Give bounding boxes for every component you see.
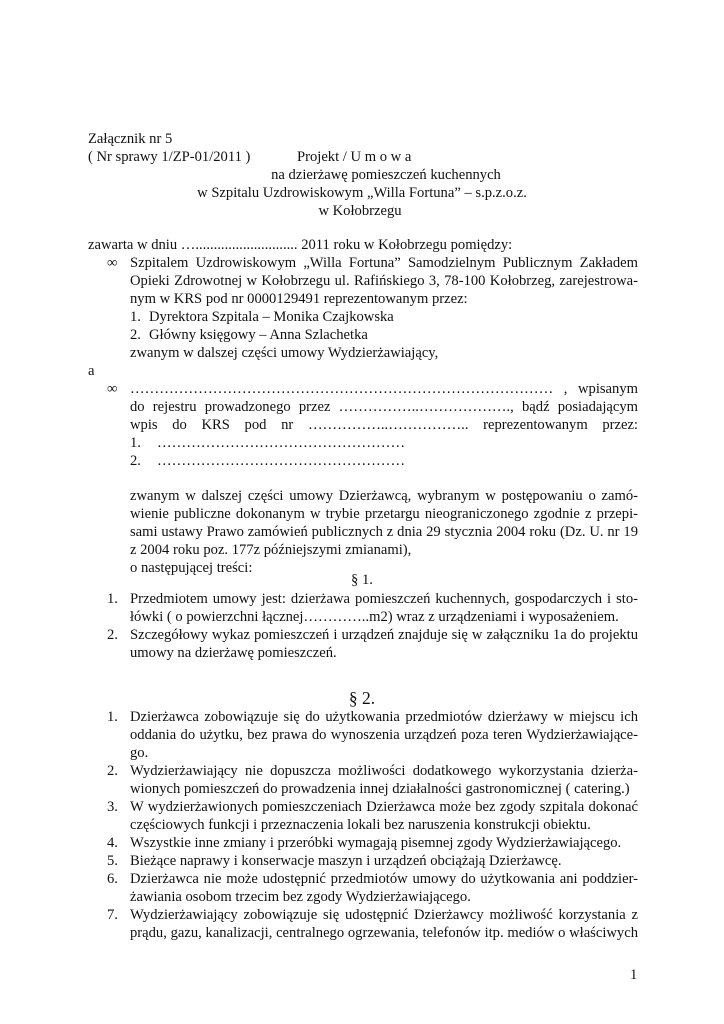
list-item-line: Wydzierżawiający zobowiązuje się udostępnić Dzierżawcy możliwość korzystania z bbox=[130, 907, 638, 923]
party2-named-line: sami ustawy Prawo zamówień publicznych z dnia 29 stycznia 2004 roku (Dz. U. nr 19 bbox=[130, 524, 638, 540]
party1-line: Opieki Zdrowotnej w Kołobrzegu ul. Rafińskiego 3, 78-100 Kołobrzeg, zarejestrowa- bbox=[130, 273, 638, 289]
document-subtitle-3: w Kołobrzegu bbox=[318, 203, 402, 219]
party2-line: wpis do KRS pod nr ……………..…………….. reprezentowanym przez: bbox=[130, 417, 638, 433]
list-item-line: Dzierżawca zobowiązuje się do użytkowania przedmiotów dzierżawy w miejscu ich bbox=[130, 709, 638, 725]
list-item-line: Szczegółowy wykaz pomieszczeń i urządzeń znajduje się w załączniku 1a do projektu bbox=[130, 627, 638, 643]
list-item-num: 6. bbox=[107, 871, 118, 887]
party2-rep-text: …………………………………………… bbox=[157, 435, 406, 451]
case-reference: ( Nr sprawy 1/ZP-01/2011 ) bbox=[88, 149, 251, 165]
party2-rep-text: …………………………………………… bbox=[157, 453, 406, 469]
party2-rep-num: 1. bbox=[130, 435, 141, 451]
and-conjunction: a bbox=[88, 363, 95, 379]
list-item-num: 5. bbox=[107, 853, 118, 869]
bullet-symbol: ∞ bbox=[107, 255, 118, 271]
list-item-num: 2. bbox=[107, 627, 118, 643]
list-item-line: umowy na dzierżawę pomieszczeń. bbox=[130, 645, 337, 661]
list-item-line: go. bbox=[130, 745, 149, 761]
list-item-num: 2. bbox=[107, 763, 118, 779]
list-item-line: wionych pomieszczeń do prowadzenia innej działalności gastronomicznej ( catering.) bbox=[130, 781, 630, 797]
document-title: Projekt / U m o w a bbox=[297, 149, 412, 165]
list-item-line: łówki ( o powierzchni łącznej…………..m2) wraz z urządzeniami i wyposażeniem. bbox=[130, 609, 619, 625]
party2-line: do rejestru prowadzonego przez ……………..………………., bądź posiadającym bbox=[130, 399, 638, 415]
party1-named: zwanym w dalszej części umowy Wydzierżawiający, bbox=[130, 345, 439, 361]
party2-named-line: z 2004 roku poz. 177z późniejszymi zmianami), bbox=[130, 542, 412, 558]
section-2-title: § 2. bbox=[348, 688, 376, 708]
list-item-num: 1. bbox=[107, 709, 118, 725]
list-item-line: żawiania osobom trzecim bez zgody Wydzierżawiającego. bbox=[130, 889, 471, 905]
list-item-line: Bieżące naprawy i konserwacje maszyn i urządzeń obciążają Dzierżawcę. bbox=[130, 853, 562, 869]
list-item-num: 7. bbox=[107, 907, 118, 923]
party2-line: …………………………………………………………………………… , wpisanym bbox=[130, 381, 638, 397]
party1-line: nym w KRS pod nr 0000129491 reprezentowanym przez: bbox=[130, 291, 468, 307]
concluded-line: zawarta w dniu …............................ 2011 roku w Kołobrzegu pomiędzy: bbox=[88, 237, 513, 253]
party2-named-line: zwanym w dalszej części umowy Dzierżawcą, wybranym w postępowaniu o zamó- bbox=[130, 488, 638, 504]
party2-named-line: wienie publiczne dokonanym w trybie przetargu nieograniczonego zgodnie z przepi- bbox=[130, 506, 638, 522]
list-item-line: Dzierżawca nie może udostępnić przedmiotów umowy do użytkowania ani poddzier- bbox=[130, 871, 638, 887]
party1-line: Szpitalem Uzdrowiskowym „Willa Fortuna” Samodzielnym Publicznym Zakładem bbox=[130, 255, 638, 271]
list-item-line: W wydzierżawionych pomieszczeniach Dzierżawca może bez zgody szpitala dokonać bbox=[130, 799, 638, 815]
list-item-num: 4. bbox=[107, 835, 118, 851]
list-item-line: prądu, gazu, kanalizacji, centralnego ogrzewania, telefonów itp. mediów o właściwych bbox=[130, 925, 638, 941]
section-1-title: § 1. bbox=[351, 572, 373, 588]
attachment-label: Załącznik nr 5 bbox=[88, 131, 173, 147]
party2-rep-num: 2. bbox=[130, 453, 141, 469]
list-item-line: Wszystkie inne zmiany i przeróbki wymagają pisemnej zgody Wydzierżawiającego. bbox=[130, 835, 622, 851]
document-subtitle-1: na dzierżawę pomieszczeń kuchennych bbox=[271, 167, 501, 183]
bullet-symbol: ∞ bbox=[107, 381, 118, 397]
document-subtitle-2: w Szpitalu Uzdrowiskowym „Willa Fortuna” – s.p.z.o.z. bbox=[197, 185, 527, 201]
party2-named-line: o następującej treści: bbox=[130, 560, 253, 576]
list-item-line: częściowych funkcji i przeznaczenia lokali bez naruszenia konstrukcji obiektu. bbox=[130, 817, 591, 833]
list-item-line: Przedmiotem umowy jest: dzierżawa pomieszczeń kuchennych, gospodarczych i sto- bbox=[130, 591, 638, 607]
page-number: 1 bbox=[630, 967, 638, 983]
list-item-line: oddania do użytku, bez prawa do wynoszenia urządzeń poza teren Wydzierżawiające- bbox=[130, 727, 638, 743]
party1-rep-text: Główny księgowy – Anna Szlachetka bbox=[149, 327, 368, 343]
party1-rep-num: 2. bbox=[130, 327, 141, 343]
list-item-num: 3. bbox=[107, 799, 118, 815]
list-item-line: Wydzierżawiający nie dopuszcza możliwości dodatkowego wykorzystania dzierża- bbox=[130, 763, 638, 779]
list-item-num: 1. bbox=[107, 591, 118, 607]
party1-rep-text: Dyrektora Szpitala – Monika Czajkowska bbox=[149, 309, 394, 325]
party1-rep-num: 1. bbox=[130, 309, 141, 325]
